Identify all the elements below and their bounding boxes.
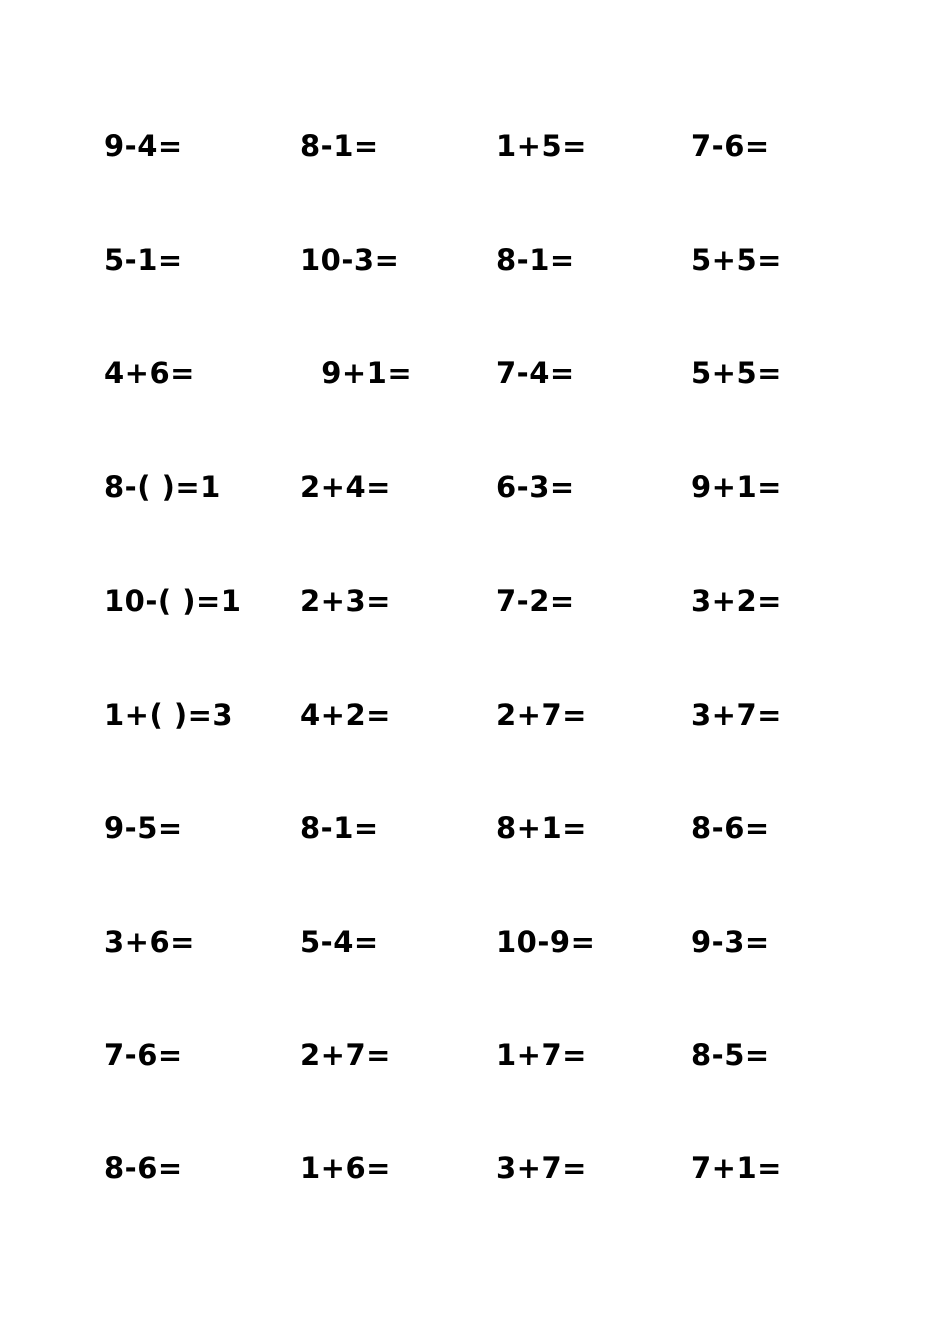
math-problem: 5+5= (691, 356, 782, 390)
math-problem: 1+( )=3 (104, 698, 234, 732)
problem-row (0, 1148, 950, 1188)
problem-row (0, 808, 950, 848)
math-problem: 8-1= (496, 243, 575, 277)
math-problem: 9+1= (300, 356, 413, 390)
problem-row (0, 467, 950, 507)
math-problem: 2+4= (300, 470, 391, 504)
math-problem: 5-4= (300, 925, 379, 959)
math-problem: 2+7= (300, 1038, 391, 1072)
problem-row (0, 922, 950, 962)
math-problem: 7-2= (496, 584, 575, 618)
math-problem: 9-5= (104, 811, 183, 845)
math-problem: 2+7= (496, 698, 587, 732)
math-problem: 8-6= (691, 811, 770, 845)
math-problem: 1+7= (496, 1038, 587, 1072)
math-problem: 1+5= (496, 129, 587, 163)
math-problem: 8-( )=1 (104, 470, 221, 504)
math-problem: 7-6= (691, 129, 770, 163)
problem-row (0, 1035, 950, 1075)
math-problem: 8+1= (496, 811, 587, 845)
problem-row (0, 353, 950, 393)
math-problem: 4+2= (300, 698, 391, 732)
math-problem: 5+5= (691, 243, 782, 277)
math-problem: 3+7= (691, 698, 782, 732)
math-problem: 3+6= (104, 925, 195, 959)
math-problem: 5-1= (104, 243, 183, 277)
math-problem: 9-4= (104, 129, 183, 163)
math-problem: 4+6= (104, 356, 195, 390)
problem-row (0, 695, 950, 735)
math-problem: 8-1= (300, 129, 379, 163)
math-problem: 8-5= (691, 1038, 770, 1072)
math-problem: 10-9= (496, 925, 596, 959)
math-problem: 6-3= (496, 470, 575, 504)
problem-row (0, 581, 950, 621)
math-problem: 3+7= (496, 1151, 587, 1185)
math-problem: 9+1= (691, 470, 782, 504)
math-problem: 8-6= (104, 1151, 183, 1185)
math-problem: 2+3= (300, 584, 391, 618)
math-problem: 7-4= (496, 356, 575, 390)
math-problem: 10-3= (300, 243, 400, 277)
problem-row (0, 126, 950, 166)
math-problem: 3+2= (691, 584, 782, 618)
math-problem: 7-6= (104, 1038, 183, 1072)
math-problem: 10-( )=1 (104, 584, 242, 618)
math-problem: 8-1= (300, 811, 379, 845)
math-problem: 1+6= (300, 1151, 391, 1185)
math-problem: 9-3= (691, 925, 770, 959)
math-problem: 7+1= (691, 1151, 782, 1185)
problem-row (0, 240, 950, 280)
